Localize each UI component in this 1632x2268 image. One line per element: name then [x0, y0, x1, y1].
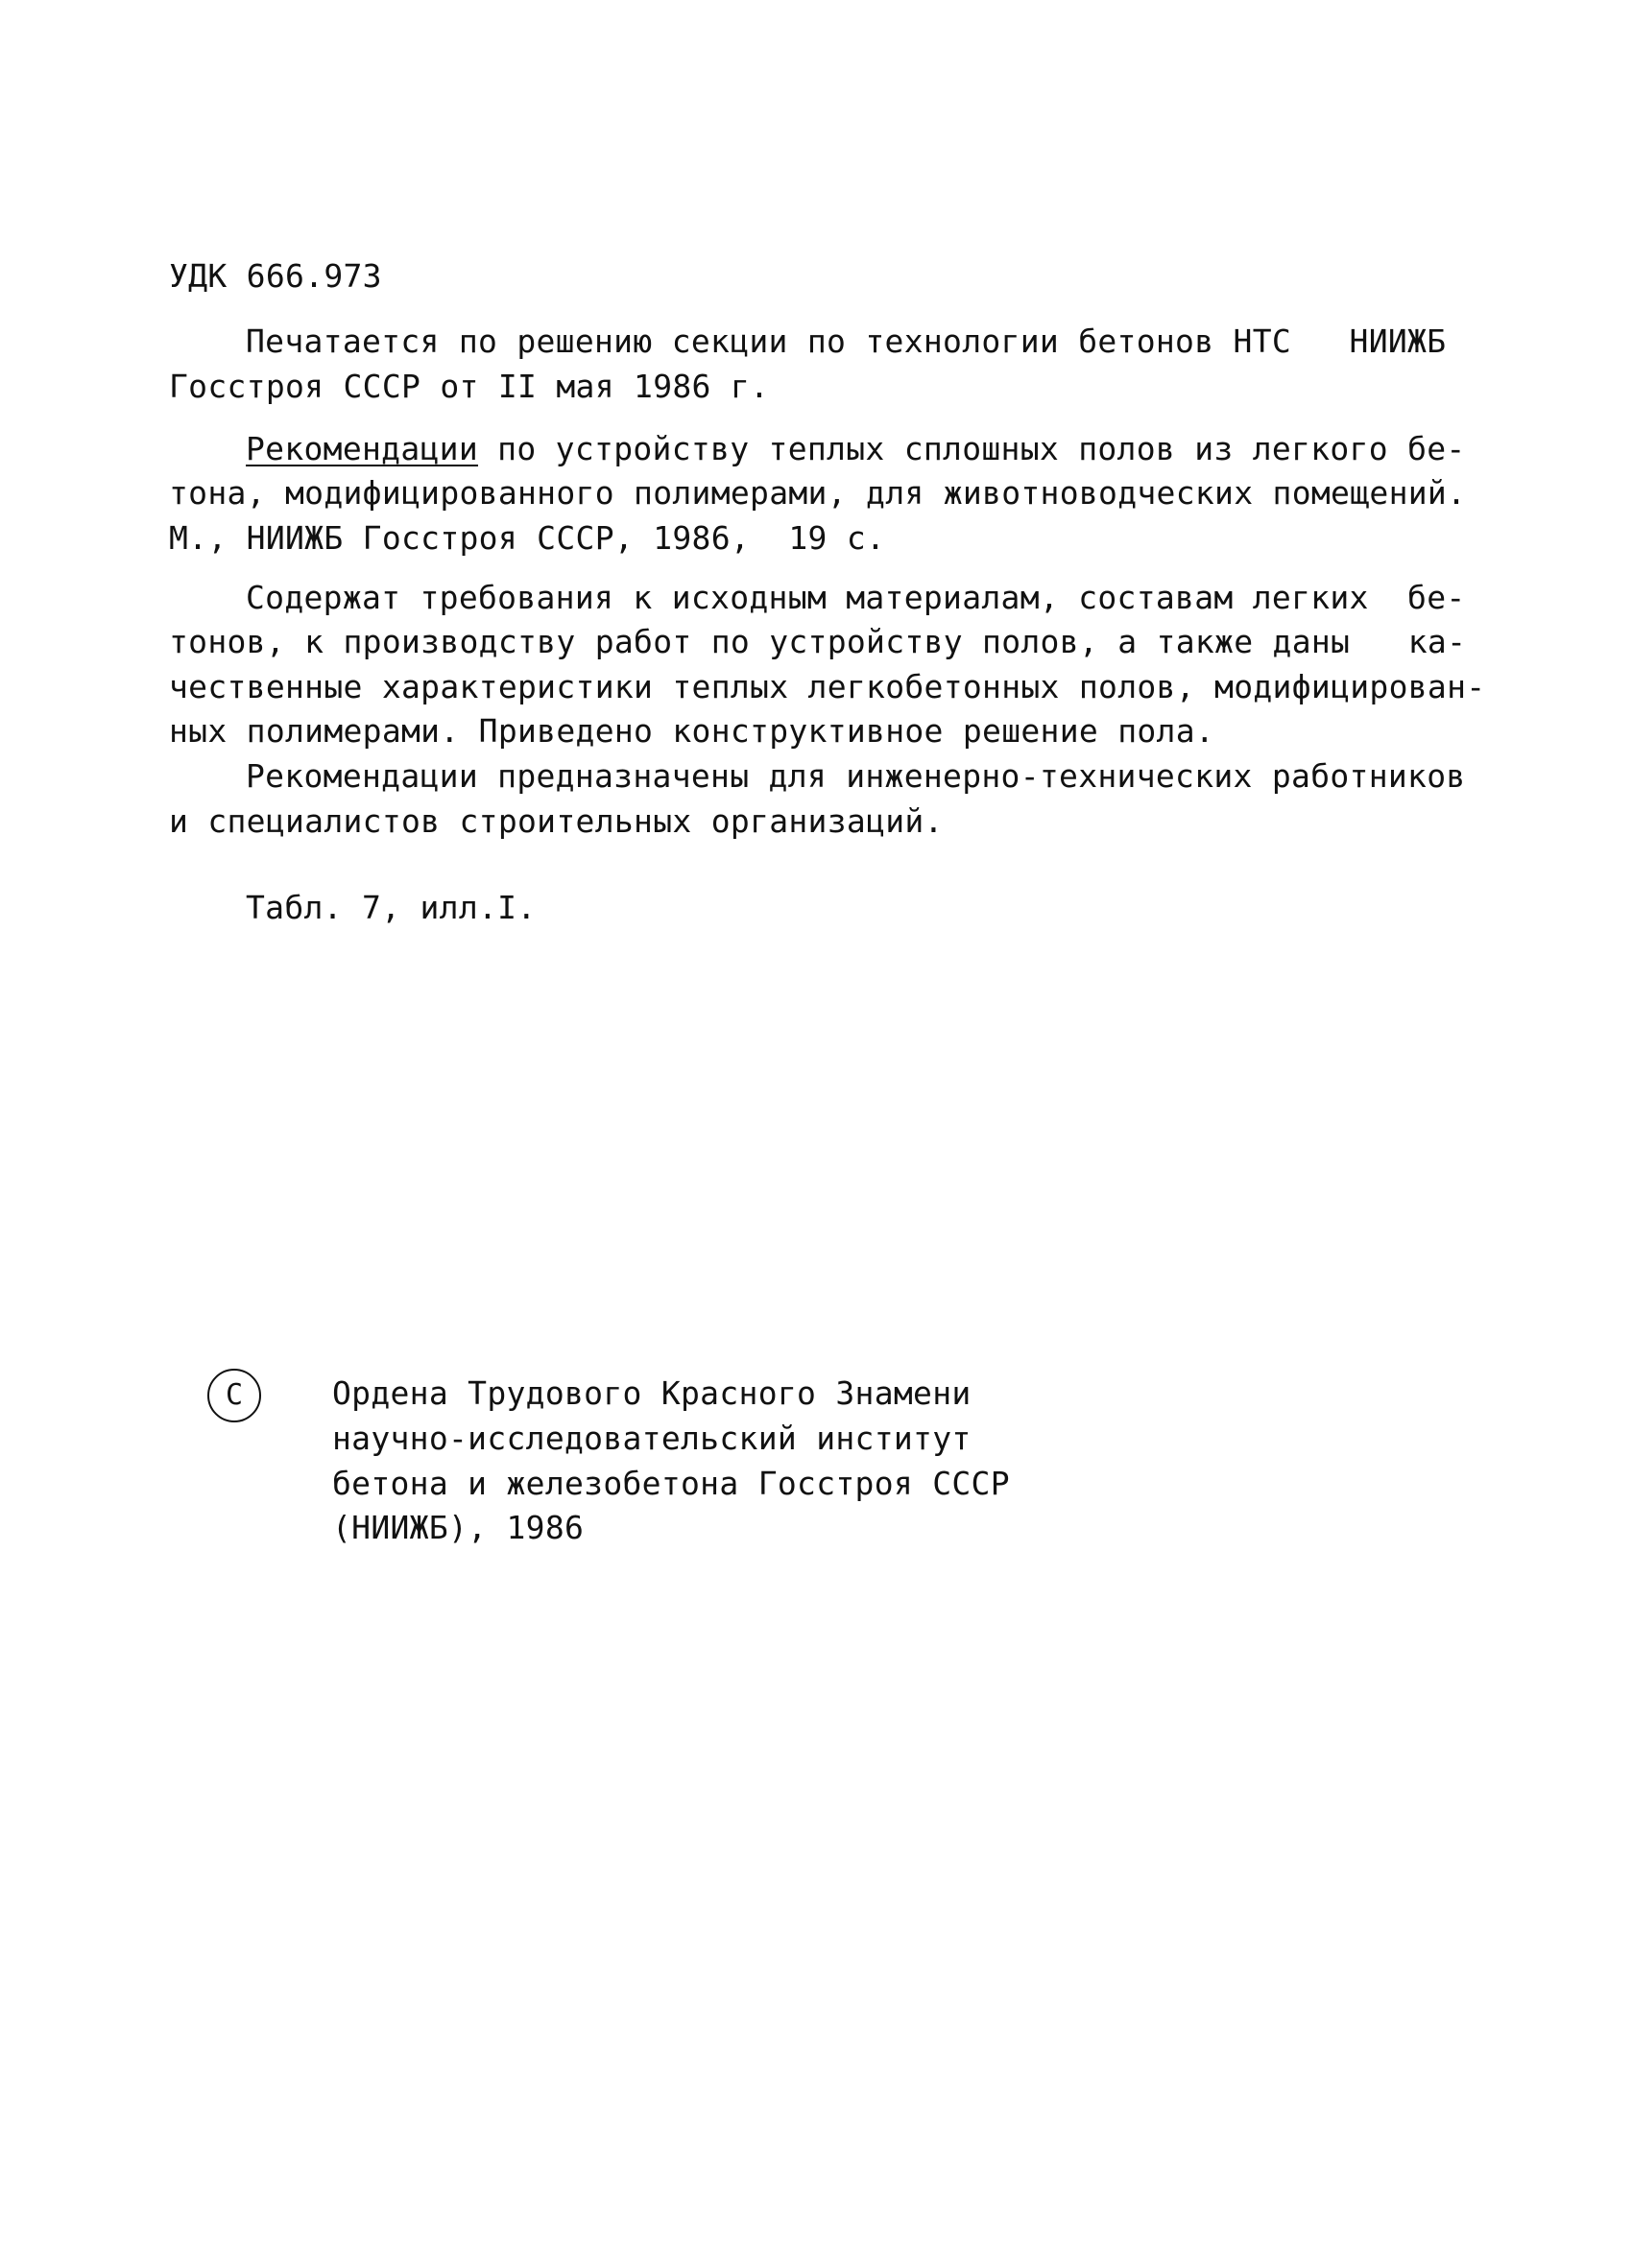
abstract-line-4: ных полимерами. Приведено конструктивное решение пола. [169, 712, 1215, 750]
publisher-line-3: бетона и железобетона Госстроя СССР [332, 1465, 1010, 1502]
citation-line-2: тона, модифицированного полимерами, для животноводческих помещений. [169, 474, 1467, 512]
audience-line-2: и специалистов строительных организаций. [169, 802, 944, 840]
approval-line-2: Госстроя СССР от II мая 1986 г. [169, 368, 770, 405]
abstract-line-3: чественные характеристики теплых легкобетонных полов, модифицирован- [169, 668, 1486, 705]
publisher-line-4: (НИИЖБ), 1986 [332, 1509, 585, 1546]
copyright-circle-icon [207, 1369, 261, 1422]
udk-code: УДК 666.973 [169, 257, 382, 295]
citation-line-1-rest: по устройству теплых сплошных полов из легкого бе- [478, 430, 1466, 467]
audience-line-1: Рекомендации предназначены для инженерно-технических работников [246, 757, 1466, 795]
copyright-symbol: С [225, 1378, 244, 1412]
citation-line-3: М., НИИЖБ Госстроя СССР, 1986, 19 с. [169, 519, 886, 557]
citation-line-1 [246, 428, 1466, 470]
publisher-line-2: научно-исследовательский институт [332, 1420, 972, 1457]
abstract-line-2: тонов, к производству работ по устройству полов, а также даны ка- [169, 623, 1467, 660]
citation-title-word: Рекомендации [246, 430, 479, 467]
abstract-line-1: Содержат требования к исходным материалам, составам легких бе- [246, 579, 1466, 616]
approval-line-1: Печатается по решению секции по технологии бетонов НТС НИИЖБ [246, 322, 1447, 360]
tables-illustrations-count: Табл. 7, илл.I. [246, 889, 537, 926]
publisher-line-1: Ордена Трудового Красного Знамени [332, 1374, 972, 1412]
